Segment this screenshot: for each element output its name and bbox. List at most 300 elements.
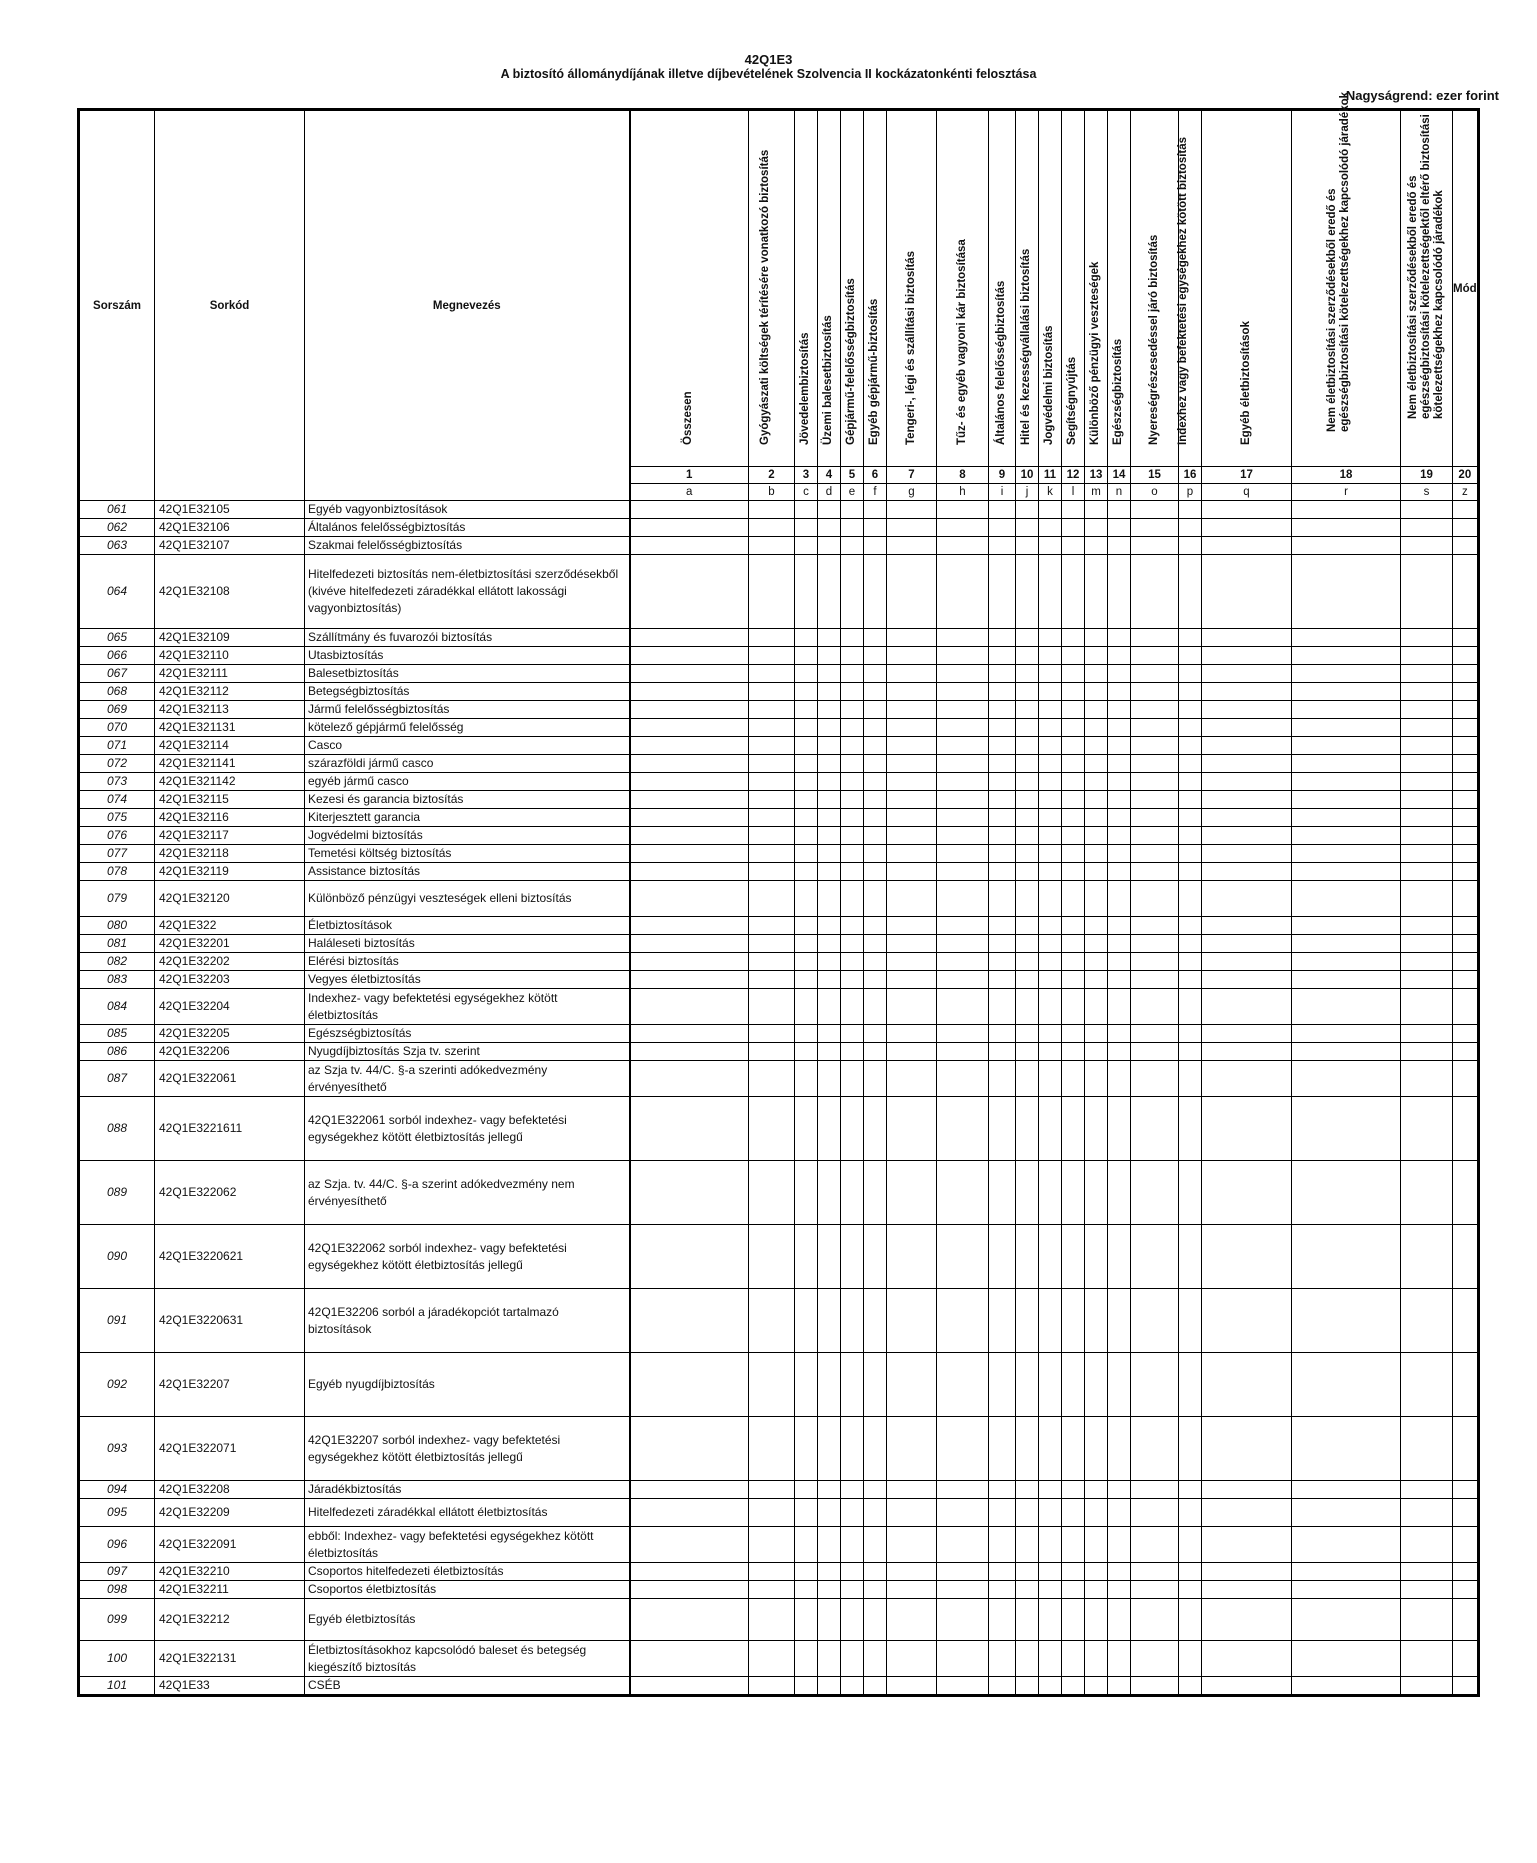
value-cell[interactable]	[795, 737, 818, 755]
value-cell[interactable]	[1085, 935, 1108, 953]
value-cell[interactable]	[1062, 1677, 1085, 1696]
value-cell[interactable]	[989, 537, 1016, 555]
value-cell[interactable]	[1401, 629, 1453, 647]
value-cell[interactable]	[841, 809, 864, 827]
value-cell[interactable]	[1108, 1289, 1131, 1353]
value-cell[interactable]	[749, 629, 795, 647]
value-cell[interactable]	[1062, 1499, 1085, 1527]
value-cell[interactable]	[630, 701, 749, 719]
value-cell[interactable]	[630, 647, 749, 665]
value-cell[interactable]	[818, 647, 841, 665]
value-cell[interactable]	[1202, 827, 1292, 845]
value-cell[interactable]	[841, 881, 864, 917]
value-cell[interactable]	[937, 1417, 989, 1481]
value-cell[interactable]	[887, 1417, 937, 1481]
value-cell[interactable]	[1131, 773, 1179, 791]
value-cell[interactable]	[1202, 989, 1292, 1025]
value-cell[interactable]	[630, 1499, 749, 1527]
value-cell[interactable]	[989, 1599, 1016, 1641]
value-cell[interactable]	[887, 1161, 937, 1225]
value-cell[interactable]	[841, 827, 864, 845]
value-cell[interactable]	[1202, 1677, 1292, 1696]
value-cell[interactable]	[795, 665, 818, 683]
value-cell[interactable]	[630, 1417, 749, 1481]
value-cell[interactable]	[1453, 683, 1479, 701]
value-cell[interactable]	[989, 1225, 1016, 1289]
value-cell[interactable]	[818, 1061, 841, 1097]
value-cell[interactable]	[887, 719, 937, 737]
value-cell[interactable]	[1108, 683, 1131, 701]
value-cell[interactable]	[749, 1061, 795, 1097]
value-cell[interactable]	[1292, 935, 1401, 953]
value-cell[interactable]	[887, 1581, 937, 1599]
value-cell[interactable]	[864, 1677, 887, 1696]
value-cell[interactable]	[887, 1353, 937, 1417]
value-cell[interactable]	[795, 501, 818, 519]
value-cell[interactable]	[864, 519, 887, 537]
value-cell[interactable]	[749, 773, 795, 791]
value-cell[interactable]	[937, 953, 989, 971]
value-cell[interactable]	[1401, 537, 1453, 555]
value-cell[interactable]	[1016, 1161, 1039, 1225]
value-cell[interactable]	[1085, 1417, 1108, 1481]
value-cell[interactable]	[1039, 1417, 1062, 1481]
value-cell[interactable]	[795, 917, 818, 935]
value-cell[interactable]	[887, 791, 937, 809]
value-cell[interactable]	[1016, 701, 1039, 719]
value-cell[interactable]	[1062, 827, 1085, 845]
value-cell[interactable]	[1179, 917, 1202, 935]
value-cell[interactable]	[818, 791, 841, 809]
value-cell[interactable]	[841, 719, 864, 737]
value-cell[interactable]	[1179, 863, 1202, 881]
value-cell[interactable]	[1131, 1025, 1179, 1043]
value-cell[interactable]	[1016, 1563, 1039, 1581]
value-cell[interactable]	[1016, 1599, 1039, 1641]
value-cell[interactable]	[1292, 647, 1401, 665]
value-cell[interactable]	[937, 1581, 989, 1599]
value-cell[interactable]	[937, 971, 989, 989]
value-cell[interactable]	[795, 519, 818, 537]
value-cell[interactable]	[1085, 755, 1108, 773]
value-cell[interactable]	[749, 989, 795, 1025]
value-cell[interactable]	[1108, 1025, 1131, 1043]
value-cell[interactable]	[1453, 1417, 1479, 1481]
value-cell[interactable]	[841, 845, 864, 863]
value-cell[interactable]	[818, 917, 841, 935]
value-cell[interactable]	[630, 971, 749, 989]
value-cell[interactable]	[1292, 827, 1401, 845]
value-cell[interactable]	[1085, 1599, 1108, 1641]
value-cell[interactable]	[1179, 1043, 1202, 1061]
value-cell[interactable]	[1085, 809, 1108, 827]
value-cell[interactable]	[887, 1043, 937, 1061]
value-cell[interactable]	[1202, 1161, 1292, 1225]
value-cell[interactable]	[841, 755, 864, 773]
value-cell[interactable]	[1131, 1677, 1179, 1696]
value-cell[interactable]	[1179, 809, 1202, 827]
value-cell[interactable]	[864, 1043, 887, 1061]
value-cell[interactable]	[1062, 555, 1085, 629]
value-cell[interactable]	[818, 845, 841, 863]
value-cell[interactable]	[887, 1499, 937, 1527]
value-cell[interactable]	[1179, 519, 1202, 537]
value-cell[interactable]	[1039, 809, 1062, 827]
value-cell[interactable]	[937, 665, 989, 683]
value-cell[interactable]	[1401, 989, 1453, 1025]
value-cell[interactable]	[1453, 719, 1479, 737]
value-cell[interactable]	[1016, 917, 1039, 935]
value-cell[interactable]	[937, 683, 989, 701]
value-cell[interactable]	[1202, 1289, 1292, 1353]
value-cell[interactable]	[749, 519, 795, 537]
value-cell[interactable]	[1108, 1161, 1131, 1225]
value-cell[interactable]	[989, 1043, 1016, 1061]
value-cell[interactable]	[887, 1641, 937, 1677]
value-cell[interactable]	[1085, 1043, 1108, 1061]
value-cell[interactable]	[864, 953, 887, 971]
value-cell[interactable]	[818, 971, 841, 989]
value-cell[interactable]	[1062, 537, 1085, 555]
value-cell[interactable]	[937, 519, 989, 537]
value-cell[interactable]	[841, 1641, 864, 1677]
value-cell[interactable]	[1401, 791, 1453, 809]
value-cell[interactable]	[887, 519, 937, 537]
value-cell[interactable]	[1401, 881, 1453, 917]
value-cell[interactable]	[630, 1353, 749, 1417]
value-cell[interactable]	[1108, 629, 1131, 647]
value-cell[interactable]	[630, 665, 749, 683]
value-cell[interactable]	[1401, 863, 1453, 881]
value-cell[interactable]	[1453, 755, 1479, 773]
value-cell[interactable]	[1085, 971, 1108, 989]
value-cell[interactable]	[1039, 1581, 1062, 1599]
value-cell[interactable]	[1016, 1061, 1039, 1097]
value-cell[interactable]	[795, 953, 818, 971]
value-cell[interactable]	[1401, 827, 1453, 845]
value-cell[interactable]	[1062, 1563, 1085, 1581]
value-cell[interactable]	[1453, 881, 1479, 917]
value-cell[interactable]	[1108, 917, 1131, 935]
value-cell[interactable]	[818, 1599, 841, 1641]
value-cell[interactable]	[1016, 1225, 1039, 1289]
value-cell[interactable]	[1085, 1481, 1108, 1499]
value-cell[interactable]	[1085, 1581, 1108, 1599]
value-cell[interactable]	[818, 555, 841, 629]
value-cell[interactable]	[795, 1499, 818, 1527]
value-cell[interactable]	[1179, 773, 1202, 791]
value-cell[interactable]	[795, 971, 818, 989]
value-cell[interactable]	[887, 827, 937, 845]
value-cell[interactable]	[1039, 683, 1062, 701]
value-cell[interactable]	[1062, 809, 1085, 827]
value-cell[interactable]	[864, 1641, 887, 1677]
value-cell[interactable]	[989, 1677, 1016, 1696]
value-cell[interactable]	[1016, 1677, 1039, 1696]
value-cell[interactable]	[630, 501, 749, 519]
value-cell[interactable]	[864, 1061, 887, 1097]
value-cell[interactable]	[630, 1161, 749, 1225]
value-cell[interactable]	[795, 719, 818, 737]
value-cell[interactable]	[1062, 881, 1085, 917]
value-cell[interactable]	[1131, 1527, 1179, 1563]
value-cell[interactable]	[989, 683, 1016, 701]
value-cell[interactable]	[1131, 935, 1179, 953]
value-cell[interactable]	[841, 791, 864, 809]
value-cell[interactable]	[1453, 971, 1479, 989]
value-cell[interactable]	[864, 1563, 887, 1581]
value-cell[interactable]	[795, 1417, 818, 1481]
value-cell[interactable]	[1453, 917, 1479, 935]
value-cell[interactable]	[1108, 519, 1131, 537]
value-cell[interactable]	[630, 917, 749, 935]
value-cell[interactable]	[1039, 665, 1062, 683]
value-cell[interactable]	[1292, 1061, 1401, 1097]
value-cell[interactable]	[749, 683, 795, 701]
value-cell[interactable]	[1062, 1043, 1085, 1061]
value-cell[interactable]	[989, 1097, 1016, 1161]
value-cell[interactable]	[989, 1025, 1016, 1043]
value-cell[interactable]	[795, 881, 818, 917]
value-cell[interactable]	[749, 1417, 795, 1481]
value-cell[interactable]	[989, 1641, 1016, 1677]
value-cell[interactable]	[887, 665, 937, 683]
value-cell[interactable]	[841, 537, 864, 555]
value-cell[interactable]	[1202, 1563, 1292, 1581]
value-cell[interactable]	[989, 917, 1016, 935]
value-cell[interactable]	[795, 773, 818, 791]
value-cell[interactable]	[1062, 701, 1085, 719]
value-cell[interactable]	[1131, 1353, 1179, 1417]
value-cell[interactable]	[1131, 647, 1179, 665]
value-cell[interactable]	[1108, 1225, 1131, 1289]
value-cell[interactable]	[795, 989, 818, 1025]
value-cell[interactable]	[1131, 1641, 1179, 1677]
value-cell[interactable]	[630, 1225, 749, 1289]
value-cell[interactable]	[1039, 971, 1062, 989]
value-cell[interactable]	[1202, 1417, 1292, 1481]
value-cell[interactable]	[1401, 755, 1453, 773]
value-cell[interactable]	[749, 501, 795, 519]
value-cell[interactable]	[749, 1097, 795, 1161]
value-cell[interactable]	[795, 1641, 818, 1677]
value-cell[interactable]	[1062, 755, 1085, 773]
value-cell[interactable]	[1202, 555, 1292, 629]
value-cell[interactable]	[749, 1641, 795, 1677]
value-cell[interactable]	[864, 1353, 887, 1417]
value-cell[interactable]	[1016, 773, 1039, 791]
value-cell[interactable]	[1062, 935, 1085, 953]
value-cell[interactable]	[1016, 647, 1039, 665]
value-cell[interactable]	[1292, 501, 1401, 519]
value-cell[interactable]	[795, 863, 818, 881]
value-cell[interactable]	[1453, 863, 1479, 881]
value-cell[interactable]	[1108, 755, 1131, 773]
value-cell[interactable]	[1039, 773, 1062, 791]
value-cell[interactable]	[841, 971, 864, 989]
value-cell[interactable]	[795, 1225, 818, 1289]
value-cell[interactable]	[630, 629, 749, 647]
value-cell[interactable]	[630, 1097, 749, 1161]
value-cell[interactable]	[1202, 1599, 1292, 1641]
value-cell[interactable]	[749, 917, 795, 935]
value-cell[interactable]	[1292, 989, 1401, 1025]
value-cell[interactable]	[1179, 1563, 1202, 1581]
value-cell[interactable]	[818, 501, 841, 519]
value-cell[interactable]	[1202, 1043, 1292, 1061]
value-cell[interactable]	[795, 935, 818, 953]
value-cell[interactable]	[937, 719, 989, 737]
value-cell[interactable]	[1292, 1641, 1401, 1677]
value-cell[interactable]	[1202, 501, 1292, 519]
value-cell[interactable]	[1292, 1161, 1401, 1225]
value-cell[interactable]	[887, 845, 937, 863]
value-cell[interactable]	[887, 935, 937, 953]
value-cell[interactable]	[1131, 701, 1179, 719]
value-cell[interactable]	[749, 827, 795, 845]
value-cell[interactable]	[749, 1353, 795, 1417]
value-cell[interactable]	[749, 665, 795, 683]
value-cell[interactable]	[989, 1481, 1016, 1499]
value-cell[interactable]	[1039, 1641, 1062, 1677]
value-cell[interactable]	[795, 1289, 818, 1353]
value-cell[interactable]	[1401, 1677, 1453, 1696]
value-cell[interactable]	[989, 519, 1016, 537]
value-cell[interactable]	[1453, 647, 1479, 665]
value-cell[interactable]	[937, 537, 989, 555]
value-cell[interactable]	[1401, 1641, 1453, 1677]
value-cell[interactable]	[1085, 917, 1108, 935]
value-cell[interactable]	[1085, 1161, 1108, 1225]
value-cell[interactable]	[1108, 1481, 1131, 1499]
value-cell[interactable]	[818, 953, 841, 971]
value-cell[interactable]	[841, 701, 864, 719]
value-cell[interactable]	[887, 1563, 937, 1581]
value-cell[interactable]	[1016, 827, 1039, 845]
value-cell[interactable]	[841, 1061, 864, 1097]
value-cell[interactable]	[1039, 1289, 1062, 1353]
value-cell[interactable]	[937, 701, 989, 719]
value-cell[interactable]	[1131, 537, 1179, 555]
value-cell[interactable]	[937, 1097, 989, 1161]
value-cell[interactable]	[1202, 791, 1292, 809]
value-cell[interactable]	[1016, 755, 1039, 773]
value-cell[interactable]	[864, 1097, 887, 1161]
value-cell[interactable]	[1292, 755, 1401, 773]
value-cell[interactable]	[1131, 917, 1179, 935]
value-cell[interactable]	[630, 1289, 749, 1353]
value-cell[interactable]	[630, 881, 749, 917]
value-cell[interactable]	[749, 555, 795, 629]
value-cell[interactable]	[630, 737, 749, 755]
value-cell[interactable]	[864, 1499, 887, 1527]
value-cell[interactable]	[1292, 1581, 1401, 1599]
value-cell[interactable]	[1401, 1025, 1453, 1043]
value-cell[interactable]	[989, 1581, 1016, 1599]
value-cell[interactable]	[818, 1677, 841, 1696]
value-cell[interactable]	[1179, 737, 1202, 755]
value-cell[interactable]	[841, 773, 864, 791]
value-cell[interactable]	[841, 501, 864, 519]
value-cell[interactable]	[1292, 1481, 1401, 1499]
value-cell[interactable]	[1453, 537, 1479, 555]
value-cell[interactable]	[1179, 1641, 1202, 1677]
value-cell[interactable]	[841, 1599, 864, 1641]
value-cell[interactable]	[1453, 519, 1479, 537]
value-cell[interactable]	[1453, 1481, 1479, 1499]
value-cell[interactable]	[1202, 881, 1292, 917]
value-cell[interactable]	[841, 1581, 864, 1599]
value-cell[interactable]	[937, 1289, 989, 1353]
value-cell[interactable]	[937, 917, 989, 935]
value-cell[interactable]	[630, 719, 749, 737]
value-cell[interactable]	[1039, 1599, 1062, 1641]
value-cell[interactable]	[887, 683, 937, 701]
value-cell[interactable]	[1131, 827, 1179, 845]
value-cell[interactable]	[864, 1481, 887, 1499]
value-cell[interactable]	[841, 737, 864, 755]
value-cell[interactable]	[1062, 1481, 1085, 1499]
value-cell[interactable]	[1292, 1097, 1401, 1161]
value-cell[interactable]	[989, 1417, 1016, 1481]
value-cell[interactable]	[818, 537, 841, 555]
value-cell[interactable]	[1039, 935, 1062, 953]
value-cell[interactable]	[1016, 791, 1039, 809]
value-cell[interactable]	[1179, 1417, 1202, 1481]
value-cell[interactable]	[841, 1289, 864, 1353]
value-cell[interactable]	[1401, 773, 1453, 791]
value-cell[interactable]	[749, 1225, 795, 1289]
value-cell[interactable]	[1292, 863, 1401, 881]
value-cell[interactable]	[795, 845, 818, 863]
value-cell[interactable]	[630, 989, 749, 1025]
value-cell[interactable]	[1292, 555, 1401, 629]
value-cell[interactable]	[1039, 647, 1062, 665]
value-cell[interactable]	[1062, 845, 1085, 863]
value-cell[interactable]	[795, 1043, 818, 1061]
value-cell[interactable]	[1179, 683, 1202, 701]
value-cell[interactable]	[749, 1581, 795, 1599]
value-cell[interactable]	[1292, 809, 1401, 827]
value-cell[interactable]	[795, 629, 818, 647]
value-cell[interactable]	[1179, 935, 1202, 953]
value-cell[interactable]	[1401, 701, 1453, 719]
value-cell[interactable]	[749, 845, 795, 863]
value-cell[interactable]	[1062, 863, 1085, 881]
value-cell[interactable]	[937, 1499, 989, 1527]
value-cell[interactable]	[1062, 1641, 1085, 1677]
value-cell[interactable]	[1131, 845, 1179, 863]
value-cell[interactable]	[989, 701, 1016, 719]
value-cell[interactable]	[1039, 755, 1062, 773]
value-cell[interactable]	[1179, 1527, 1202, 1563]
value-cell[interactable]	[841, 555, 864, 629]
value-cell[interactable]	[1131, 755, 1179, 773]
value-cell[interactable]	[1108, 971, 1131, 989]
value-cell[interactable]	[864, 1581, 887, 1599]
value-cell[interactable]	[630, 845, 749, 863]
value-cell[interactable]	[630, 1527, 749, 1563]
value-cell[interactable]	[937, 1225, 989, 1289]
value-cell[interactable]	[795, 1581, 818, 1599]
value-cell[interactable]	[1108, 863, 1131, 881]
value-cell[interactable]	[1401, 971, 1453, 989]
value-cell[interactable]	[795, 1527, 818, 1563]
value-cell[interactable]	[818, 1563, 841, 1581]
value-cell[interactable]	[1202, 1481, 1292, 1499]
value-cell[interactable]	[1453, 827, 1479, 845]
value-cell[interactable]	[1108, 1599, 1131, 1641]
